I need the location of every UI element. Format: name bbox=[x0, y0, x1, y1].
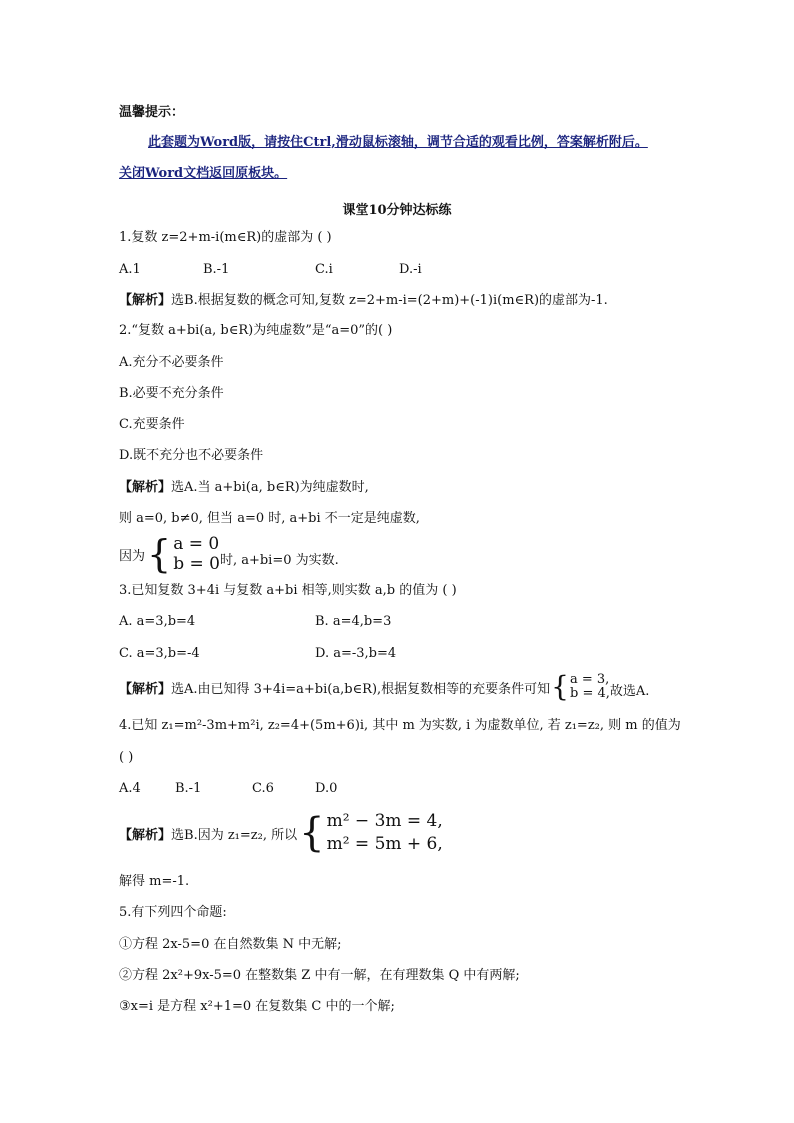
q4-option-a: A.4 bbox=[119, 781, 141, 796]
q4-option-d: D.0 bbox=[315, 781, 338, 796]
q2-option-c: C.充要条件 bbox=[119, 417, 185, 432]
q1-option-c: C.i bbox=[315, 262, 333, 277]
q4-equation-row-2: m² = 5m + 6, bbox=[326, 834, 443, 854]
section-title: 课堂10分钟达标练 bbox=[342, 203, 452, 218]
q4-option-c: C.6 bbox=[252, 781, 274, 796]
q3-equation-row-1: a = 3, bbox=[570, 672, 610, 687]
q4-stem-line-2: ( ) bbox=[119, 750, 134, 765]
q4-equation-system bbox=[327, 810, 443, 856]
q3-option-b: B. a=4,b=3 bbox=[315, 614, 392, 629]
q5-item-3: ③x=i 是方程 x²+1=0 在复数集 C 中的一个解; bbox=[119, 999, 395, 1014]
q3-analysis-text: 选A.由已知得 3+4i=a+bi(a,b∈R),根据复数相等的充要条件可知 bbox=[171, 681, 551, 697]
q5-item-1: ①方程 2x-5=0 在自然数集 N 中无解; bbox=[119, 937, 342, 952]
tip-line-2: 关闭Word文档返回原板块。 bbox=[119, 166, 288, 181]
left-brace-icon: { bbox=[147, 532, 172, 576]
q2-analysis-text-1: 选A.当 a+bi(a, b∈R)为纯虚数时, bbox=[171, 480, 369, 495]
q3-analysis bbox=[119, 670, 650, 703]
q2-option-b: B.必要不充分条件 bbox=[119, 386, 224, 401]
q2-equation-row-1: a = 0 bbox=[173, 534, 220, 554]
q3-option-d: D. a=-3,b=4 bbox=[315, 646, 397, 661]
q1-analysis-text: 选B.根据复数的概念可知,复数 z=2+m-i=(2+m)+(-1)i(m∈R)的虚部为-1. bbox=[171, 293, 608, 308]
q3-equation-row-2: b = 4, bbox=[570, 686, 610, 701]
q2-analysis-3 bbox=[119, 534, 339, 574]
q4-analysis bbox=[119, 810, 443, 856]
q1-option-b: B.-1 bbox=[203, 262, 230, 277]
q2-option-a: A.充分不必要条件 bbox=[119, 355, 224, 370]
q4-result: 解得 m=-1. bbox=[119, 874, 190, 889]
q3-stem: 3.已知复数 3+4i 与复数 a+bi 相等,则实数 a,b 的值为 ( ) bbox=[119, 583, 457, 598]
q4-option-b: B.-1 bbox=[175, 781, 202, 796]
q3-equation-system bbox=[570, 673, 610, 701]
analysis-label: 【解析】 bbox=[119, 827, 172, 843]
q1-option-a: A.1 bbox=[119, 262, 141, 277]
left-brace-icon: { bbox=[299, 810, 325, 856]
q1-stem: 1.复数 z=2+m-i(m∈R)的虚部为 ( ) bbox=[119, 230, 332, 245]
q2-analysis-3-pre: 因为 bbox=[119, 548, 146, 564]
tip-line-1: 此套题为Word版，请按住Ctrl,滑动鼠标滚轴，调节合适的观看比例，答案解析附后。 bbox=[148, 135, 648, 150]
q4-stem-line-1: 4.已知 z₁=m²-3m+m²i, z₂=4+(5m+6)i, 其中 m 为实数, i 为虚数单位, 若 z₁=z₂, 则 m 的值为 bbox=[119, 718, 681, 733]
analysis-label: 【解析】 bbox=[119, 480, 172, 495]
q3-option-c: C. a=3,b=-4 bbox=[119, 646, 200, 661]
analysis-label: 【解析】 bbox=[119, 681, 172, 697]
tip-heading: 温馨提示： bbox=[119, 105, 185, 120]
q4-analysis-text: 选B.因为 z₁=z₂, 所以 bbox=[171, 827, 298, 843]
q4-equation-row-1: m² − 3m = 4, bbox=[326, 811, 443, 831]
q2-analysis-1 bbox=[119, 479, 369, 497]
q2-stem: 2.“复数 a+bi(a, b∈R)为纯虚数”是“a=0”的( ) bbox=[119, 323, 393, 338]
analysis-label: 【解析】 bbox=[119, 293, 172, 308]
q1-option-d: D.-i bbox=[399, 262, 422, 277]
q1-analysis bbox=[119, 292, 608, 310]
q2-analysis-2: 则 a=0, b≠0, 但当 a=0 时, a+bi 不一定是纯虚数, bbox=[119, 511, 420, 526]
q2-equation-system bbox=[173, 534, 220, 574]
q2-equation-row-2: b = 0 bbox=[173, 554, 220, 574]
q5-item-2: ②方程 2x²+9x-5=0 在整数集 Z 中有一解，在有理数集 Q 中有两解; bbox=[119, 968, 520, 983]
q2-option-d: D.既不充分也不必要条件 bbox=[119, 448, 264, 463]
q5-stem: 5.有下列四个命题: bbox=[119, 905, 227, 920]
q3-analysis-post: 故选A. bbox=[609, 683, 650, 699]
left-brace-icon: { bbox=[551, 670, 569, 703]
q3-option-a: A. a=3,b=4 bbox=[119, 614, 196, 629]
q2-analysis-3-post: 时, a+bi=0 为实数. bbox=[219, 552, 339, 568]
